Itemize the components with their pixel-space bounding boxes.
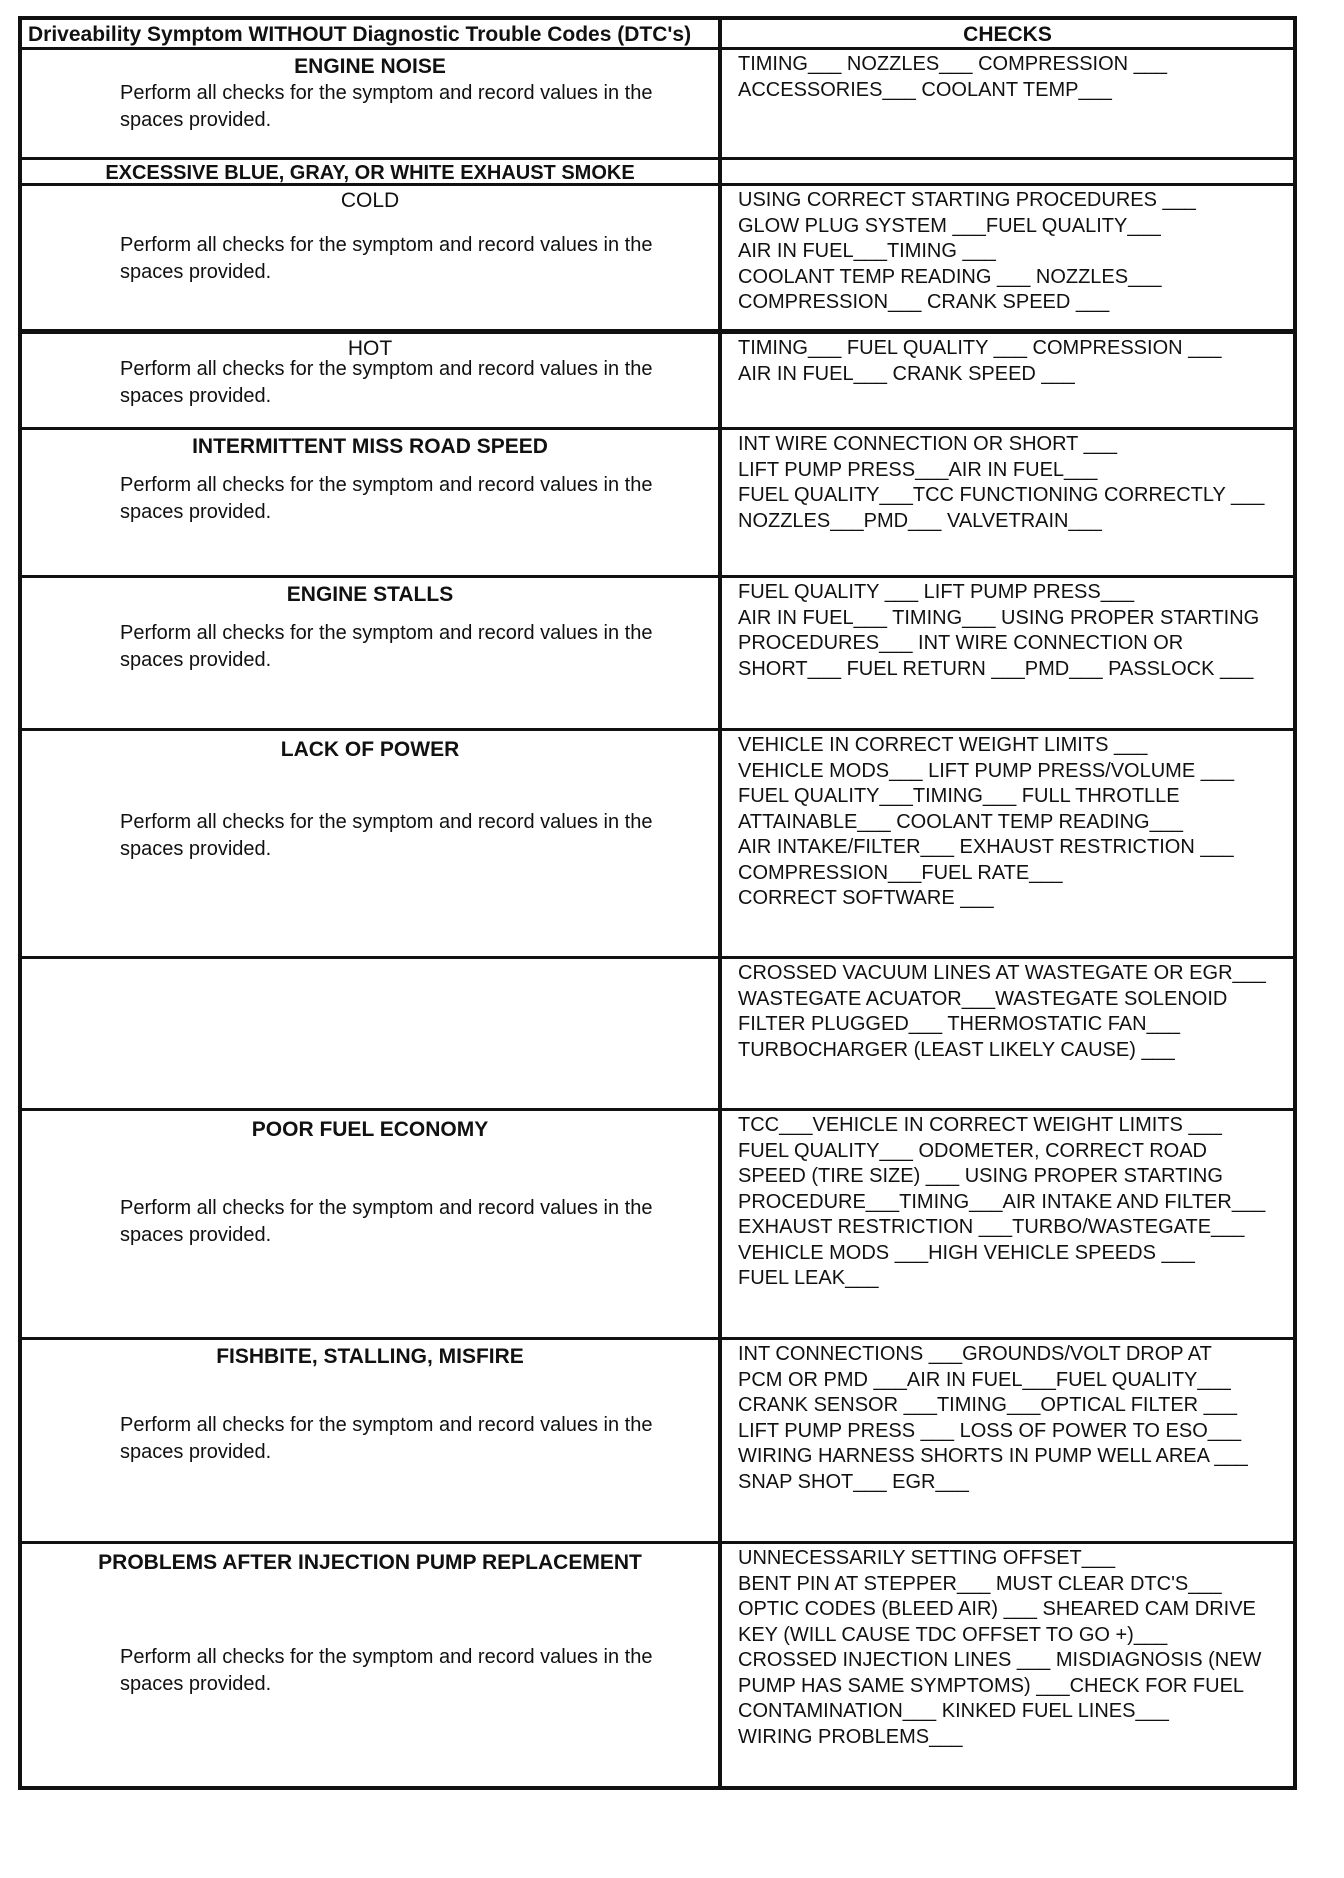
checks-list: TIMING___ FUEL QUALITY ___ COMPRESSION ___ AIR IN FUEL___ CRANK SPEED ___	[738, 337, 1222, 385]
checks-list: FUEL QUALITY ___ LIFT PUMP PRESS___ AIR IN FUEL___ TIMING___ USING PROPER STARTING PROCEDURES___ INT WIRE CONNECTION OR SHORT___ FUEL RETURN ___PMD___ PASSLOCK ___	[738, 581, 1260, 680]
symptom-title: COLD	[340, 189, 400, 212]
checks-list: INT CONNECTIONS ___GROUNDS/VOLT DROP AT PCM OR PMD ___AIR IN FUEL___FUEL QUALITY___ CRANK SENSOR ___TIMING___OPTICAL FILTER ___ LIFT PUMP PRESS ___ LOSS OF POWER TO ESO___ WIRING HARNESS SHORTS IN PUMP WELL AREA ___ SNAP SHOT___ EGR___	[738, 1343, 1248, 1493]
table-header	[18, 16, 1297, 50]
row-engine-noise	[18, 50, 1297, 160]
instruction-text: Perform all checks for the symptom and record values in the spaces provided.	[120, 1197, 653, 1246]
row-cold	[18, 186, 1297, 334]
section-title: EXCESSIVE BLUE, GRAY, OR WHITE EXHAUST SMOKE	[22, 160, 722, 183]
checks-list: INT WIRE CONNECTION OR SHORT ___ LIFT PUMP PRESS___AIR IN FUEL___ FUEL QUALITY___TCC FUNCTIONING CORRECTLY ___ NOZZLES___PMD___ VALVETRAIN___	[738, 433, 1265, 532]
symptom-title: PROBLEMS AFTER INJECTION PUMP REPLACEMENT	[98, 1551, 642, 1574]
diagnostic-table	[18, 16, 1297, 1790]
instruction-text: Perform all checks for the symptom and record values in the spaces provided.	[120, 1646, 653, 1695]
instruction-text: Perform all checks for the symptom and record values in the spaces provided.	[120, 622, 653, 671]
symptom-title: ENGINE NOISE	[294, 55, 446, 78]
instruction-text: Perform all checks for the symptom and record values in the spaces provided.	[120, 234, 653, 283]
row-injection-pump	[18, 1544, 1297, 1790]
row-hot	[18, 334, 1297, 430]
checks-list: VEHICLE IN CORRECT WEIGHT LIMITS ___ VEHICLE MODS___ LIFT PUMP PRESS/VOLUME ___ FUEL QUALITY___TIMING___ FULL THROTLLE ATTAINABLE___ COOLANT TEMP READING___ AIR INTAKE/FILTER___ EXHAUST RESTRICTION ___ COMPRESSION___FUEL RATE___ CORRECT SOFTWARE ___	[738, 734, 1235, 909]
checks-list: TCC___VEHICLE IN CORRECT WEIGHT LIMITS ___ FUEL QUALITY___ ODOMETER, CORRECT ROAD SPEED (TIRE SIZE) ___ USING PROPER STARTING PROCEDURE___TIMING___AIR INTAKE AND FILTER___ EXHAUST RESTRICTION ___TURBO/WASTEGATE___ VEHICLE MODS ___HIGH VEHICLE SPEEDS ___ FUEL LEAK___	[738, 1114, 1266, 1289]
row-engine-stalls	[18, 578, 1297, 731]
symptom-title: LACK OF POWER	[280, 738, 460, 761]
instruction-text: Perform all checks for the symptom and record values in the spaces provided.	[120, 1414, 653, 1463]
instruction-text: Perform all checks for the symptom and record values in the spaces provided.	[120, 474, 653, 523]
symptom-title: ENGINE STALLS	[286, 583, 454, 606]
symptom-title: POOR FUEL ECONOMY	[251, 1118, 489, 1141]
row-fishbite	[18, 1340, 1297, 1544]
row-section-exhaust-smoke	[18, 160, 1297, 186]
checks-list: USING CORRECT STARTING PROCEDURES ___ GLOW PLUG SYSTEM ___FUEL QUALITY___ AIR IN FUEL___TIMING ___ COOLANT TEMP READING ___ NOZZLES___ COMPRESSION___ CRANK SPEED ___	[738, 189, 1196, 313]
instruction-text: Perform all checks for the symptom and record values in the spaces provided.	[120, 811, 653, 860]
row-poor-fuel-economy	[18, 1111, 1297, 1340]
symptom-title: INTERMITTENT MISS ROAD SPEED	[192, 435, 548, 458]
instruction-text: Perform all checks for the symptom and record values in the spaces provided.	[120, 82, 653, 131]
checks-list: UNNECESSARILY SETTING OFFSET___ BENT PIN AT STEPPER___ MUST CLEAR DTC'S___ OPTIC CODES (BLEED AIR) ___ SHEARED CAM DRIVE KEY (WILL CAUSE TDC OFFSET TO GO +)___ CROSSED INJECTION LINES ___ MISDIAGNOSIS (NEW PUMP HAS SAME SYMPTOMS) ___CHECK FOR FUEL CONTAMINATION___ KINKED FUEL LINES___ WIRING PROBLEMS___	[738, 1547, 1262, 1748]
checks-list: CROSSED VACUUM LINES AT WASTEGATE OR EGR___ WASTEGATE ACUATOR___WASTEGATE SOLENOID FILTER PLUGGED___ THERMOSTATIC FAN___ TURBOCHARGER (LEAST LIKELY CAUSE) ___	[738, 962, 1266, 1061]
checks-column-header: CHECKS	[963, 23, 1052, 46]
symptom-title: FISHBITE, STALLING, MISFIRE	[216, 1345, 524, 1368]
row-wastegate	[18, 959, 1297, 1111]
symptom-column-header: Driveability Symptom WITHOUT Diagnostic Trouble Codes (DTC's)	[22, 20, 722, 47]
instruction-text: Perform all checks for the symptom and record values in the spaces provided.	[120, 358, 653, 407]
checks-list: TIMING___ NOZZLES___ COMPRESSION ___ ACCESSORIES___ COOLANT TEMP___	[738, 53, 1168, 101]
symptom-title: HOT	[347, 337, 393, 360]
row-intermittent-miss	[18, 430, 1297, 578]
row-lack-of-power	[18, 731, 1297, 959]
